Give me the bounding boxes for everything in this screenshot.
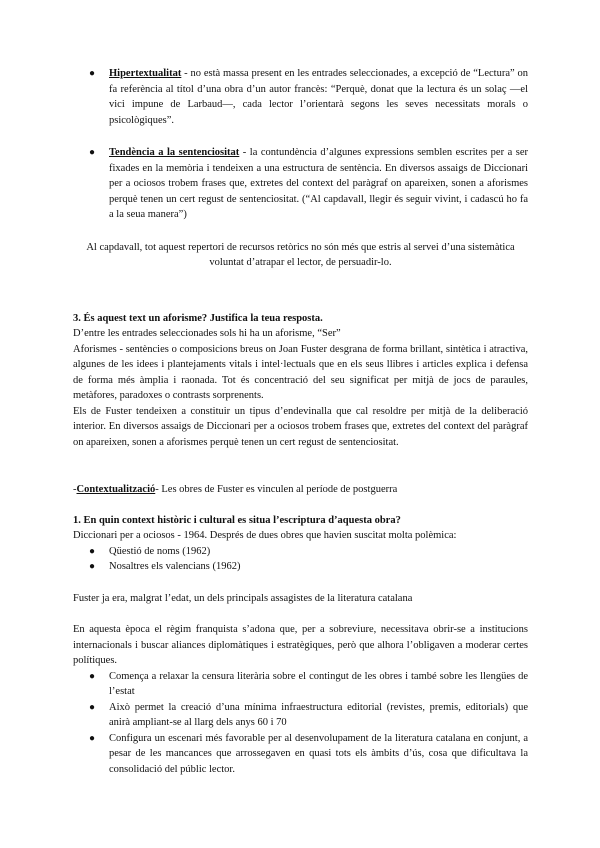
term-sentenciositat: Tendència a la sentenciositat: [109, 147, 240, 158]
list-item: [73, 700, 528, 731]
list-item: [73, 731, 528, 778]
bullet-sentenciositat: [73, 145, 528, 223]
list-item: [73, 544, 528, 560]
bullet-icon: ●: [89, 732, 96, 744]
text-hipertextualitat: - no està massa present en les entrades seleccionades, a excepció de “Lectura” on fa referència al títol d’una obra d’un autor francès: “Perquè, donat que la lectura és un solaç —el vici impune de Larbaud—, cada lector l’orientarà segons les seves necessitats morals o psicològiques”.: [109, 68, 528, 126]
question-3-title: 3. És aquest text un aforisme? Justifica la teua resposta.: [73, 312, 323, 324]
question-1-paragraph-3: En aquesta època el règim franquista s’adona que, per a sobreviure, necessitava obrir-se a institucions internacionals i buscar aliances diplomàtiques i estratègiques, però que alhora l’obligaven a moderar certes polítiques.: [73, 624, 528, 666]
bullet-icon: ●: [89, 545, 96, 557]
bullet-icon: ●: [89, 68, 96, 79]
bullet-text: Configura un escenari més favorable per al desenvolupament de la literatura catalana en conjunt, a pesar de les mancances que arrossegaven en quasi tots els àmbits d’ús, cosa que dificultava la consolidació del públic lector.: [109, 732, 528, 775]
work-title: Nosaltres els valencians (1962): [109, 561, 241, 572]
question-1-paragraph-2: Fuster ja era, malgrat l’edat, un dels principals assagistes de la literatura catalana: [73, 592, 413, 604]
bullet-hipertextualitat: [73, 66, 528, 128]
bullet-icon: ●: [89, 147, 96, 158]
regime-bullet-list: [73, 669, 528, 778]
bullet-icon: ●: [89, 670, 96, 682]
question-1-paragraph-1: Diccionari per a ociosos - 1964. Després de dues obres que havien suscitat molta polèmica:: [73, 530, 457, 541]
term-hipertextualitat: Hipertextualitat: [109, 68, 182, 79]
intro-bullet-list: [73, 66, 528, 128]
bullet-text: Això permet la creació d’una mínima infraestructura editorial (revistes, premis, editorials) que anirà ampliant-se al llarg dels anys 60 i 70: [109, 701, 528, 728]
context-text: - Les obres de Fuster es vinculen al període de postguerra: [155, 484, 398, 495]
document-page: [73, 66, 528, 777]
question-3-paragraph-1: D’entre les entrades seleccionades sols hi ha un aforisme, “Ser”: [73, 328, 341, 339]
works-list: [73, 544, 528, 575]
list-item: [73, 669, 528, 700]
contextualitzacio-line: [73, 482, 528, 498]
intro-bullet-list-2: [73, 145, 528, 223]
text-sentenciositat: - la contundència d’algunes expressions semblen escrites per a ser fixades en la memòria i tendeixen a una estructura de sentència. En diversos assaigs de Diccionari per a ociosos trobem frases que, extretes del context del paràgraf on apareixen, sonen a aforismes perquè tenen un cert regust de sentenciositat. (“Al capdavall, llegir és seguir vivint, i cadascú ho fa a la seua manera”): [109, 147, 528, 220]
context-prefix: -: [73, 484, 77, 495]
question-3-paragraph-3: Els de Fuster tendeixen a constituir un tipus d’endevinalla que cal resoldre per mitjà de la deliberació interior. En diversos assaigs de Diccionari per a ociosos trobem frases que, extretes del context del paràgraf on apareixen, sonen a aforismes perquè tenen un cert regust de sentenciositat.: [73, 405, 528, 448]
bullet-icon: ●: [89, 701, 96, 713]
question-1-title: 1. En quin context històric i cultural es situa l’escriptura d’aquesta obra?: [73, 514, 401, 526]
context-label: Contextualització: [76, 484, 156, 495]
work-title: Qüestió de noms (1962): [109, 545, 211, 557]
question-3-paragraph-2: Aforismes - sentències o composicions breus on Joan Fuster desgrana de forma brillant, sintètica i atractiva, algunes de les idees i plantejaments vitals i intel·lectuals que en els seus llibres i articles explica i defensa de forma més àmplia i raonada. Tot és concentració del seu significat per mitjà de jocs de paraules, metàfores, paradoxes o contrasts sorprenents.: [73, 343, 528, 401]
bullet-text: Comença a relaxar la censura literària sobre el contingut de les obres i també sobre les llengües de l’estat: [109, 670, 528, 697]
list-item: [73, 559, 528, 575]
conclusion-paragraph: Al capdavall, tot aquest repertori de recursos retòrics no són més que estris al servei d’una sistemàtica voluntat d’atrapar el lector, de persuadir-lo.: [86, 241, 515, 268]
bullet-icon: ●: [89, 561, 96, 572]
